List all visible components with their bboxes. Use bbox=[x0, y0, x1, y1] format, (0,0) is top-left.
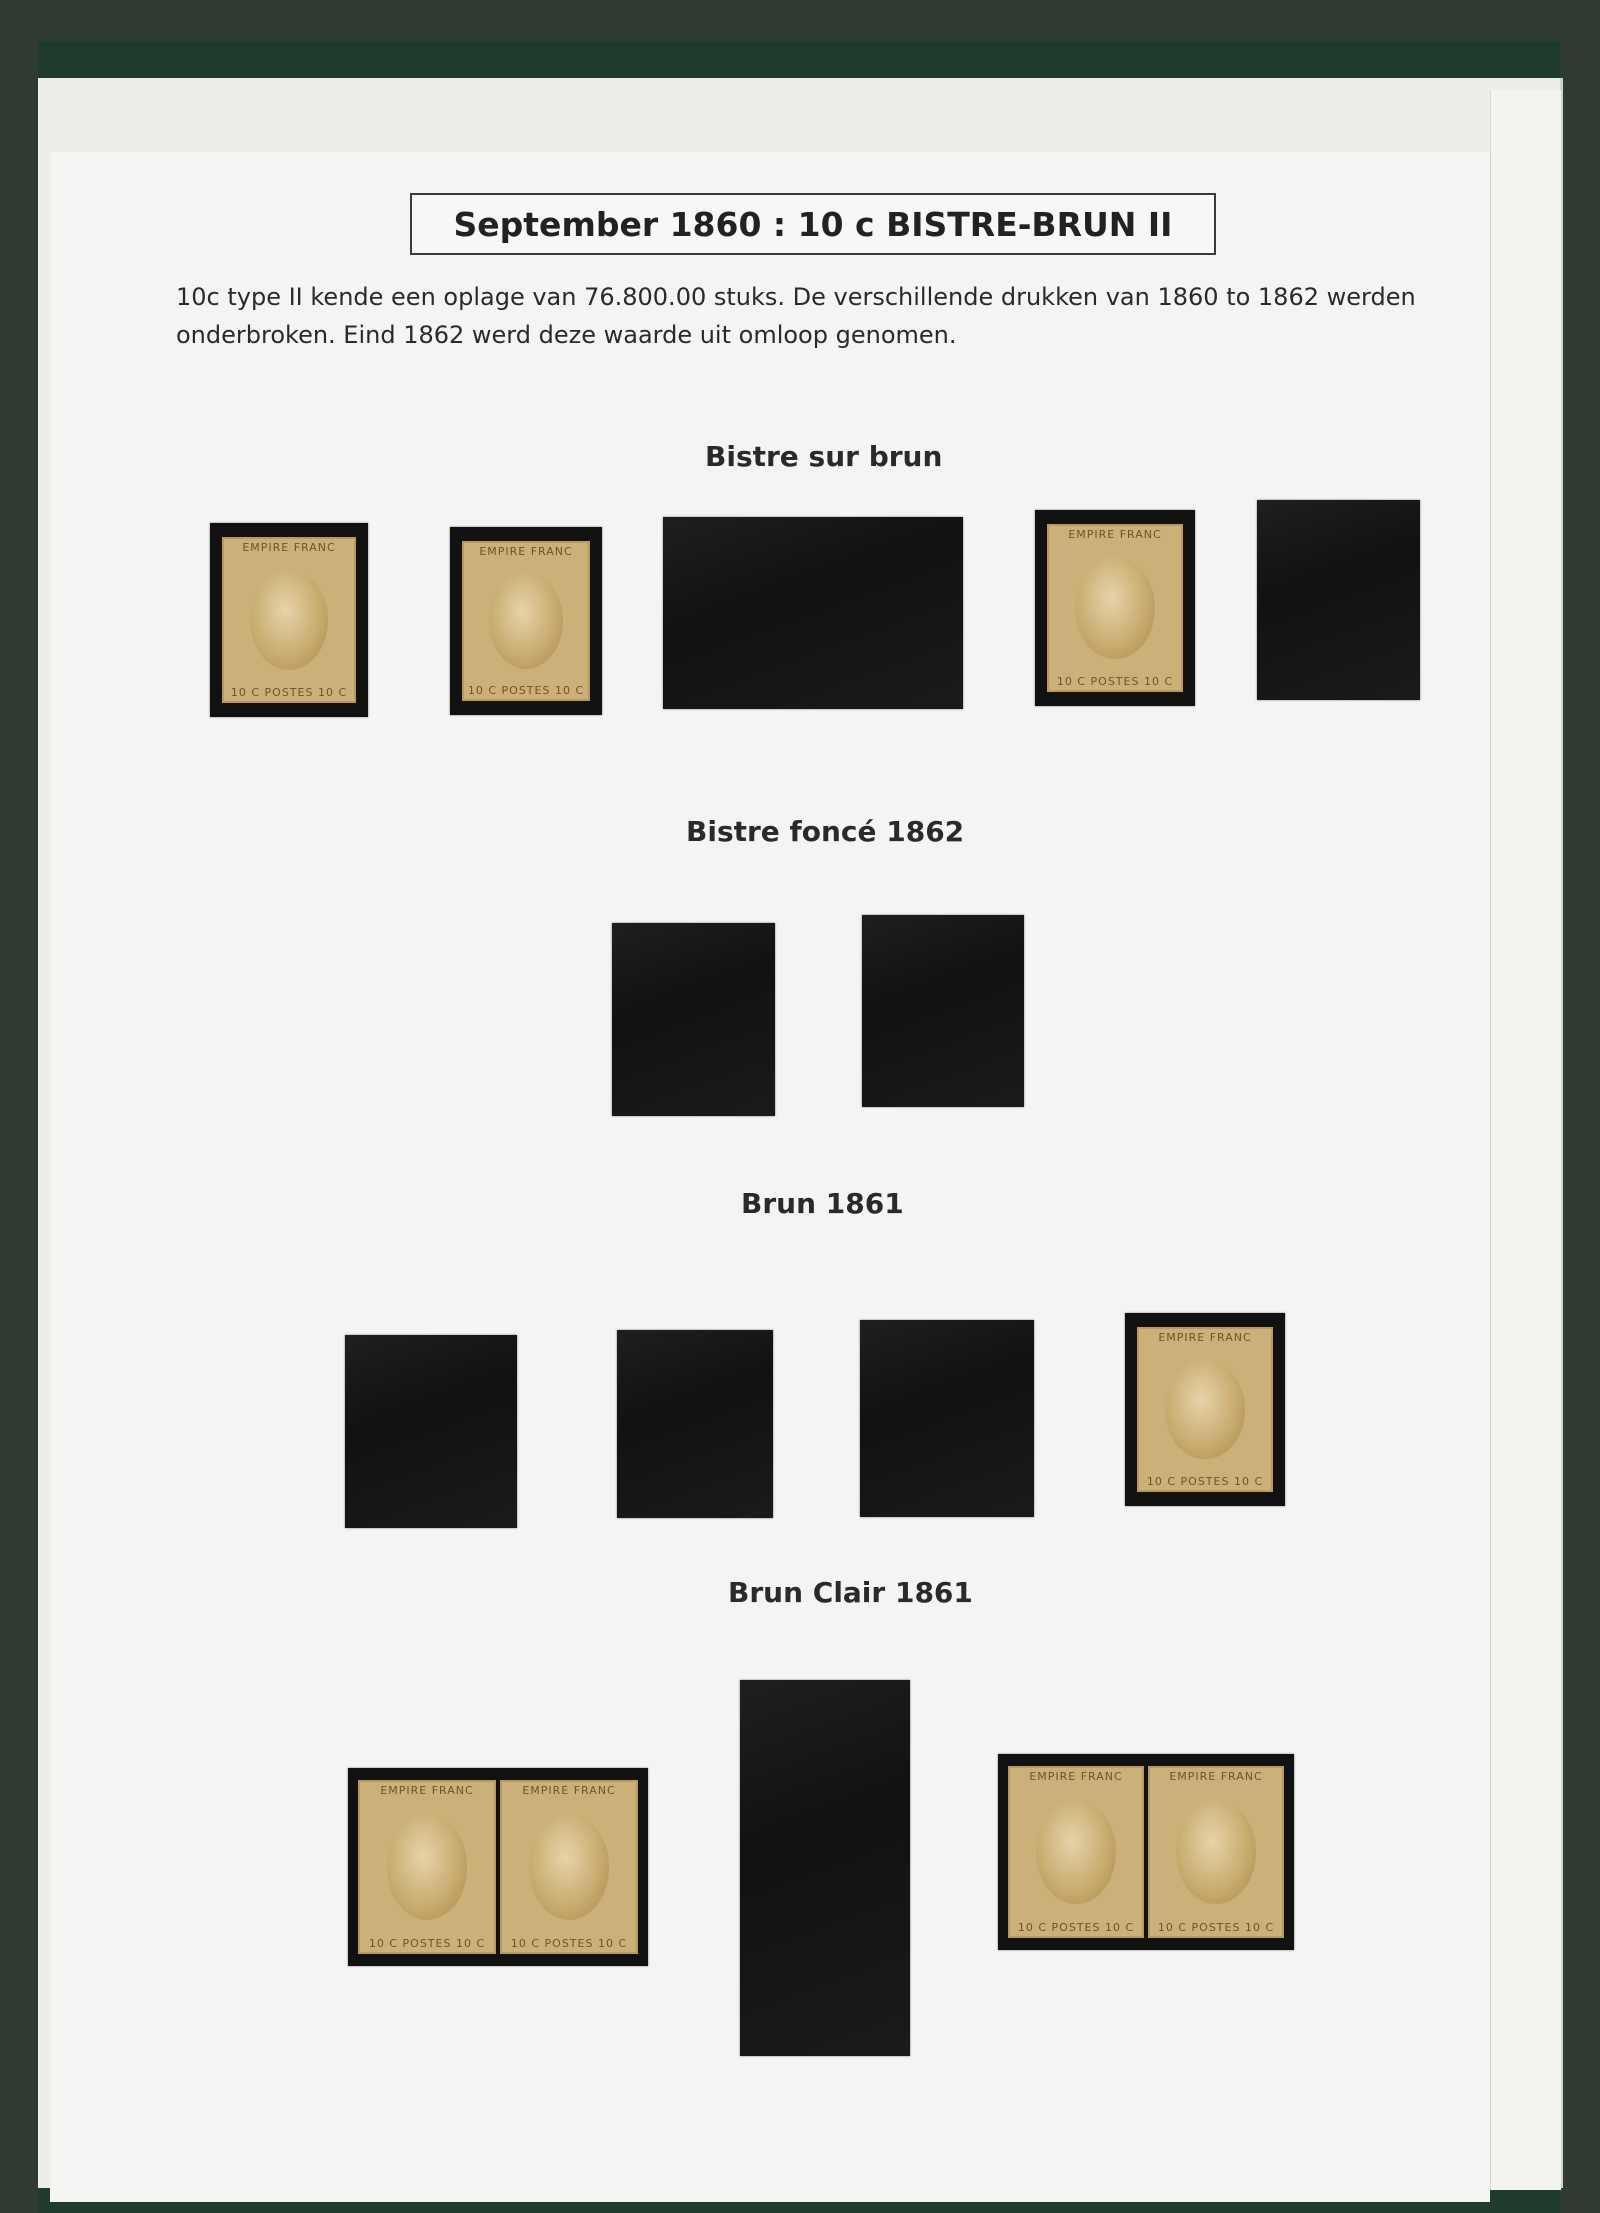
intro-line-2: onderbroken. Eind 1862 werd deze waarde uit omloop genomen. bbox=[176, 321, 957, 349]
stamp-pair-mount bbox=[998, 1754, 1294, 1950]
stamp: EMPIRE FRANC 10 C POSTES 10 C bbox=[222, 537, 356, 703]
stamp-pair bbox=[358, 1780, 638, 1954]
section-title-bistre-fonce-1862: Bistre foncé 1862 bbox=[686, 815, 965, 848]
stamp: EMPIRE FRANC 10 C POSTES 10 C bbox=[462, 541, 590, 701]
portrait bbox=[387, 1814, 467, 1919]
empty-stamp-mount bbox=[663, 517, 963, 709]
portrait bbox=[1075, 557, 1154, 659]
section-title-brun-clair-1861: Brun Clair 1861 bbox=[728, 1576, 973, 1609]
stamp: EMPIRE FRANC 10 C POSTES 10 C bbox=[1148, 1766, 1284, 1938]
stamp: EMPIRE FRANC 10 C POSTES 10 C bbox=[1137, 1327, 1273, 1492]
portrait bbox=[250, 570, 328, 670]
portrait bbox=[489, 573, 563, 670]
sheet-edge bbox=[1490, 90, 1561, 2190]
section-title-bistre-sur-brun: Bistre sur brun bbox=[705, 440, 943, 473]
stamp: EMPIRE FRANC 10 C POSTES 10 C bbox=[1008, 1766, 1144, 1938]
portrait bbox=[529, 1814, 609, 1919]
empty-stamp-mount bbox=[862, 915, 1024, 1107]
stamp: EMPIRE FRANC 10 C POSTES 10 C bbox=[1047, 524, 1183, 692]
empty-stamp-mount bbox=[740, 1680, 910, 2056]
empty-stamp-mount bbox=[617, 1330, 773, 1518]
empty-stamp-mount bbox=[612, 923, 775, 1116]
empty-stamp-mount bbox=[345, 1335, 517, 1528]
stamp-pair bbox=[1008, 1766, 1284, 1938]
empty-stamp-mount bbox=[1257, 500, 1420, 700]
empty-stamp-mount bbox=[860, 1320, 1034, 1517]
page-title: September 1860 : 10 c BISTRE-BRUN II bbox=[410, 193, 1216, 255]
portrait bbox=[1176, 1800, 1255, 1904]
stamp-pair-mount bbox=[348, 1768, 648, 1966]
stamp-mount bbox=[1035, 510, 1195, 706]
stamp-mount bbox=[1125, 1313, 1285, 1506]
stamp-mount bbox=[210, 523, 368, 717]
portrait bbox=[1036, 1800, 1115, 1904]
stamp: EMPIRE FRANC 10 C POSTES 10 C bbox=[358, 1780, 496, 1954]
stamp: EMPIRE FRANC 10 C POSTES 10 C bbox=[500, 1780, 638, 1954]
intro-line-1: 10c type II kende een oplage van 76.800.00 stuks. De verschillende drukken van 1860 to 1862 werden bbox=[176, 283, 1416, 311]
portrait bbox=[1165, 1360, 1244, 1460]
stamp-mount bbox=[450, 527, 602, 715]
section-title-brun-1861: Brun 1861 bbox=[741, 1187, 904, 1220]
intro-text bbox=[176, 278, 1446, 354]
